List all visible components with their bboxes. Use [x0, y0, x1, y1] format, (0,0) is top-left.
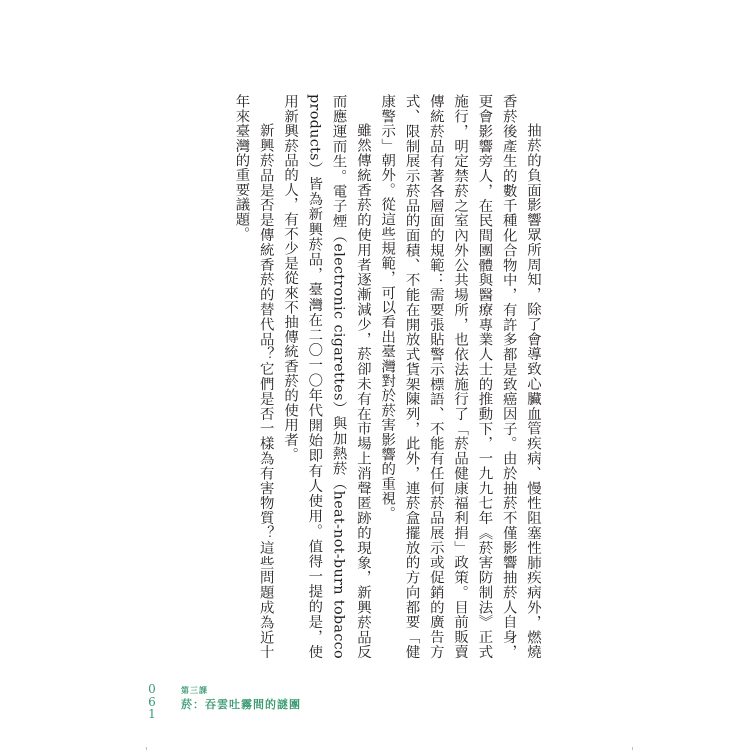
book-title: 菸：吞雲吐霧間的謎團 — [181, 698, 301, 711]
page-number-digit: 1 — [148, 707, 156, 721]
paragraph-2: 雖然傳統香菸的使用者逐漸減少，菸卻未有在市場上消聲匿跡的現象，新興菸品反而應運而生。電子煙（electronic cigarettes）與加熱菸（heat-not-burn tobacco products）皆為新興菸品，臺灣在二〇一〇年代開始即有人使用。值得一提的是，使用新興菸品的人，有不少是從來不抽傳統香菸的使用者。 — [282, 94, 371, 659]
paragraph-3: 新興菸品是否是傳統香菸的替代品？它們是否一樣為有害物質？這些問題成為近十年來臺灣的重要議題。 — [233, 94, 274, 659]
body-text — [229, 94, 545, 659]
page-number-digit: 0 — [148, 682, 156, 696]
paragraph-1: 抽菸的負面影響眾所周知，除了會導致心臟血管疾病、慢性阻塞性肺疾病外，燃燒香菸後產生的數千種化合物中，有許多都是致癌因子。由於抽菸不僅影響抽菸人自身，更會影響旁人，在民間團體與醫療專業人士的推動下，一九九七年《菸害防制法》正式施行，明定禁菸之室內外公共場所，也依法施行了「菸品健康福利捐」政策。目前販賣傳統菸品有著各層面的規範：需要張貼警示標語、不能有任何菸品展示或促銷的廣告方式、限制展示菸品的面積、不能在開放式貨架陳列，此外，連菸盒擺放的方向都要「健康警示」朝外。從這些規範，可以看出臺灣對於菸害影響的重視。 — [379, 94, 541, 659]
chapter-label: 第三課 — [181, 685, 208, 695]
page-number — [145, 683, 159, 721]
running-header — [181, 685, 301, 713]
page-number-digit: 6 — [148, 694, 156, 709]
